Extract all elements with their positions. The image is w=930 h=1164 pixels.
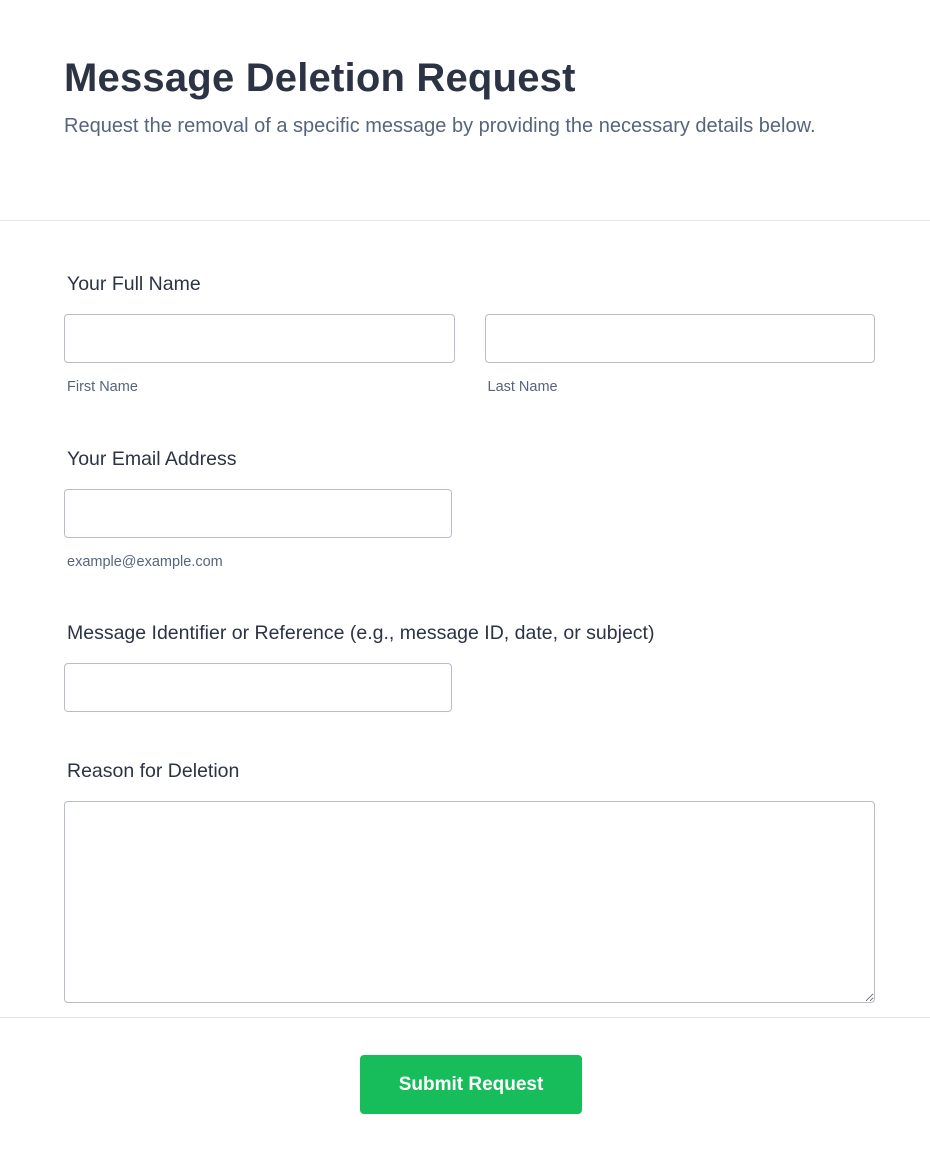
last-name-column xyxy=(485,314,876,396)
full-name-row xyxy=(64,314,875,396)
first-name-input[interactable] xyxy=(64,314,455,363)
last-name-sublabel: Last Name xyxy=(487,379,558,395)
email-field xyxy=(64,446,875,571)
form-header xyxy=(0,0,930,221)
full-name-label: Your Full Name xyxy=(67,273,201,295)
first-name-column xyxy=(64,314,455,396)
last-name-input[interactable] xyxy=(485,314,876,363)
submit-request-button[interactable]: Submit Request xyxy=(360,1055,582,1114)
page-title: Message Deletion Request xyxy=(64,56,576,100)
message-reference-input[interactable] xyxy=(64,663,452,712)
reason-label: Reason for Deletion xyxy=(67,760,240,782)
form-body xyxy=(0,221,930,1003)
first-name-sublabel: First Name xyxy=(67,379,138,395)
email-input[interactable] xyxy=(64,489,452,538)
message-reference-label: Message Identifier or Reference (e.g., message ID, date, or subject) xyxy=(67,622,655,644)
email-column xyxy=(64,489,452,571)
reason-field xyxy=(64,758,875,1003)
message-reference-column xyxy=(64,663,452,712)
email-sublabel: example@example.com xyxy=(67,554,223,570)
form-footer xyxy=(0,1017,930,1164)
message-reference-field xyxy=(64,620,875,712)
email-label: Your Email Address xyxy=(67,448,237,470)
page-subtitle: Request the removal of a specific message by providing the necessary details below. xyxy=(64,115,816,137)
full-name-field xyxy=(64,271,875,396)
reason-textarea[interactable] xyxy=(64,801,875,1003)
